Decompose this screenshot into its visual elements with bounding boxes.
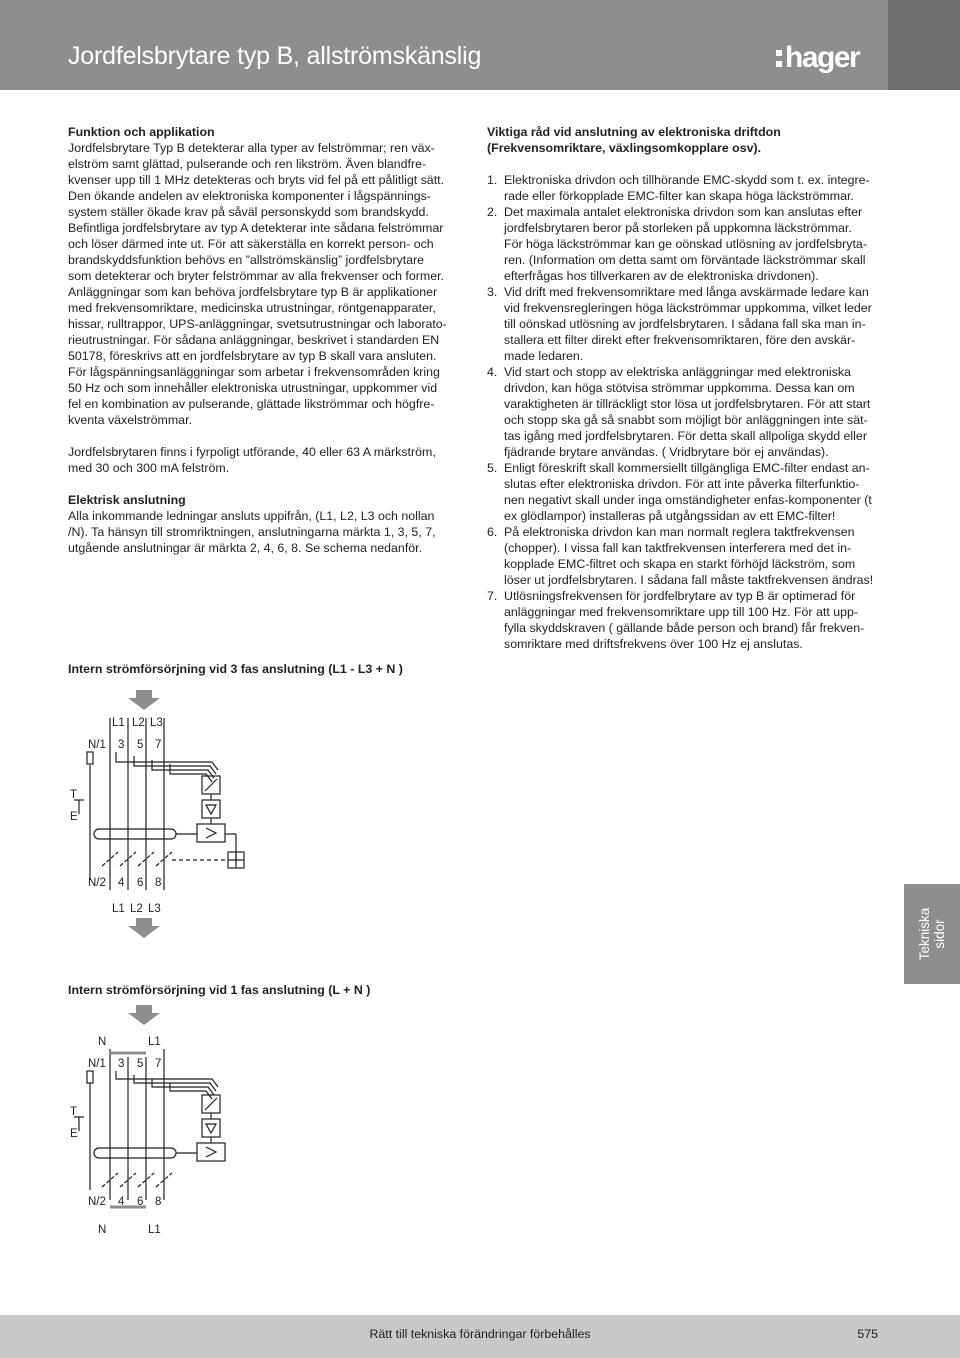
advice-list <box>487 172 895 652</box>
diagram-3phase-title: Intern strömförsörjning vid 3 fas anslutning (L1 - L3 + N ) <box>68 662 403 676</box>
function-heading: Funktion och applikation <box>68 125 215 139</box>
terminal-label: 5 <box>137 739 144 751</box>
terminal-label: 5 <box>137 1058 144 1070</box>
logo-wordmark: hager <box>785 41 860 74</box>
n-label: N <box>98 1224 107 1236</box>
list-item: 6. På elektroniska drivdon kan man normalt reglera taktfrekvensen (chopper). I vissa fall kan taktfrekvensen interferera med det in- kopplade EMC-filtret och skapa en starkt förhöjd läckström, som löser ut jordfelsbrytaren. I sådana fall måste taktfrekvensen ändras! <box>487 525 874 587</box>
diagram-1phase <box>60 1005 260 1245</box>
page-title: Jordfelsbrytare typ B, allströmskänslig <box>68 42 482 70</box>
input-arrow-icon <box>128 690 160 710</box>
test-label: T <box>70 1106 78 1118</box>
e-label: E <box>70 811 78 823</box>
list-item: 3. Vid drift med frekvensomriktare med långa avskärmade ledare kan vid frekvensregleringen höga läckströmmar uppkomma, vilket leder till oönskad utlösning av jordfelsbrytaren. I sådana fall ska man in- stallera ett filter direkt efter frekvensomriktaren, före den avskär- made ledaren. <box>487 285 872 363</box>
terminal-label: 6 <box>137 1196 144 1208</box>
l-label: L1 <box>148 1036 161 1048</box>
e-label: E <box>70 1128 78 1140</box>
phase-label: L2 <box>130 903 143 915</box>
phase-label: L3 <box>148 903 161 915</box>
diagram-1phase-title: Intern strömförsörjning vid 1 fas anslutning (L + N ) <box>68 983 371 997</box>
side-tab[interactable] <box>904 884 960 984</box>
terminal-label: N/1 <box>88 1058 106 1070</box>
left-column <box>68 124 468 556</box>
wiring-diagram-3phase <box>60 690 260 940</box>
terminal-label: N/2 <box>88 877 106 889</box>
page-number: 575 <box>857 1327 878 1341</box>
wiring-diagram-1phase <box>60 1005 260 1240</box>
terminal-label: N/2 <box>88 1196 106 1208</box>
terminal-label: 7 <box>155 1058 162 1070</box>
hager-logo <box>776 38 859 78</box>
footer-text: Rätt till tekniska förändringar förbehålles <box>369 1327 591 1341</box>
connection-paragraph: Alla inkommande ledningar ansluts uppifrån, (L1, L2, L3 och nollan /N). Ta hänsyn till stromriktningen, anslutningarna märkta 1, 3, 5, 7, utgående anslutningar är märkta 2, 4, 6, 8. Se schema nedanför. <box>68 509 436 555</box>
terminal-label: 6 <box>137 877 144 889</box>
terminal-label: 4 <box>118 877 125 889</box>
phase-label: L3 <box>150 717 163 729</box>
list-item: 2. Det maximala antalet elektroniska drivdon som kan anslutas efter jordfelsbrytaren beror på storleken på uppkomna läckströmmar. För höga läckströmmar kan ge oönskad utlösning av jordfelsbryta- ren. (Information om detta samt om förväntade läckströmmar skall efterfrågas hos tillverkaren av de elektroniska drivdonen). <box>487 205 867 283</box>
header-corner <box>888 0 960 90</box>
terminal-label: 8 <box>155 877 162 889</box>
l-label: L1 <box>148 1224 161 1236</box>
test-label: T <box>70 789 78 801</box>
list-item: 5. Enligt föreskrift skall kommersiellt tillgängliga EMC-filter endast an- slutas efter elektroniska drivdon. För att inte påverka filterfunktio- nen negativt skall under inga omständigheter enfas-komponenter (t ex glödlampor) installeras på utgångssidan av ett EMC-filter! <box>487 461 872 523</box>
terminal-label: 4 <box>118 1196 125 1208</box>
advice-heading: Viktiga råd vid anslutning av elektroniska driftdon (Frekvensomriktare, växlingsomkopplare osv). <box>487 125 781 155</box>
list-item: 4. Vid start och stopp av elektriska anläggningar med elektroniska drivdon, kan höga stötvisa strömmar uppkomma. Dessa kan om varaktigheten är tillräckligt stor lösa ut jordfelsbrytaren. För att start och stopp ska gå så snabbt som möjligt bör anläggningen inte sät- tas igång med jordfelsbrytaren. För detta skall allpoliga skydd eller fjädrande brytare användas. ( Vridbrytare bör ej användas). <box>487 365 871 459</box>
terminal-label: 3 <box>118 1058 125 1070</box>
diagram-3phase <box>60 690 260 945</box>
logo-mark-icon <box>776 50 782 67</box>
function-paragraph: Jordfelsbrytare Typ B detekterar alla typer av felströmmar; ren väx- elström samt glättad, pulserande och ren likström. Även blandfre- kvenser upp till 1 MHz detekteras och bryts vid fel på ett pålitligt sätt. Den ökande andelen av elektroniska komponenter i lågspännings- system ställer ökade krav på såväl personskydd som brandskydd. Befintliga jordfelsbrytare av typ A detekterar inte sådana felströmmar och löser därmed inte ut. För att säkerställa en korrekt person- och brandskyddsfunktion behövs en ”allströmskänslig” jordfelsbrytare som detekterar och bryter felströmmar av alla frekvenser och former. Anläggningar som kan behöva jordfelsbrytare typ B är applikationer med frekvensomriktare, medicinska utrustningar, röntgenapparater, hissar, rulltrappor, UPS-anläggningar, svetsutrustningar och laborato- rieutrustningar. För sådana anläggningar, beskrivet i standarden EN 50178, föreskrivs att en jordfelsbrytare av typ B skall vara ansluten. För lågspänningsanläggningar som arbetar i frekvensområden kring 50 Hz och som innehåller elektroniska utrustningar, uppkommer vid fel en kombination av pulserande, glättade likströmmar och högfre- kventa växelströmmar. <box>68 141 447 427</box>
phase-label: L1 <box>112 717 125 729</box>
side-tab-label: Tekniska sidor <box>917 907 947 961</box>
phase-label: L2 <box>132 717 145 729</box>
output-arrow-icon <box>128 918 160 938</box>
terminal-label: 7 <box>155 739 162 751</box>
terminal-label: 8 <box>155 1196 162 1208</box>
header-band <box>0 0 888 90</box>
terminal-label: N/1 <box>88 739 106 751</box>
terminal-label: 3 <box>118 739 125 751</box>
list-item: 7. Utlösningsfrekvensen för jordfelbrytare av typ B är optimerad för anläggningar med frekvensomriktare upp till 100 Hz. För att upp- fylla skyddskraven ( gällande både person och brand) får frekven- somriktare med driftsfrekvens över 100 Hz ej anslutas. <box>487 589 865 651</box>
footer <box>0 1315 960 1358</box>
list-item: 1. Elektroniska drivdon och tillhörande EMC-skydd som t. ex. integre- rade eller förkopplade EMC-filter kan skapa höga läckströmmar. <box>487 173 870 203</box>
connection-heading: Elektrisk anslutning <box>68 493 186 507</box>
right-column <box>487 124 895 652</box>
n-label: N <box>98 1036 107 1048</box>
ratings-paragraph: Jordfelsbrytaren finns i fyrpoligt utförande, 40 eller 63 A märkström, med 30 och 300 mA felström. <box>68 445 436 475</box>
input-arrow-icon <box>128 1005 160 1025</box>
phase-label: L1 <box>112 903 125 915</box>
